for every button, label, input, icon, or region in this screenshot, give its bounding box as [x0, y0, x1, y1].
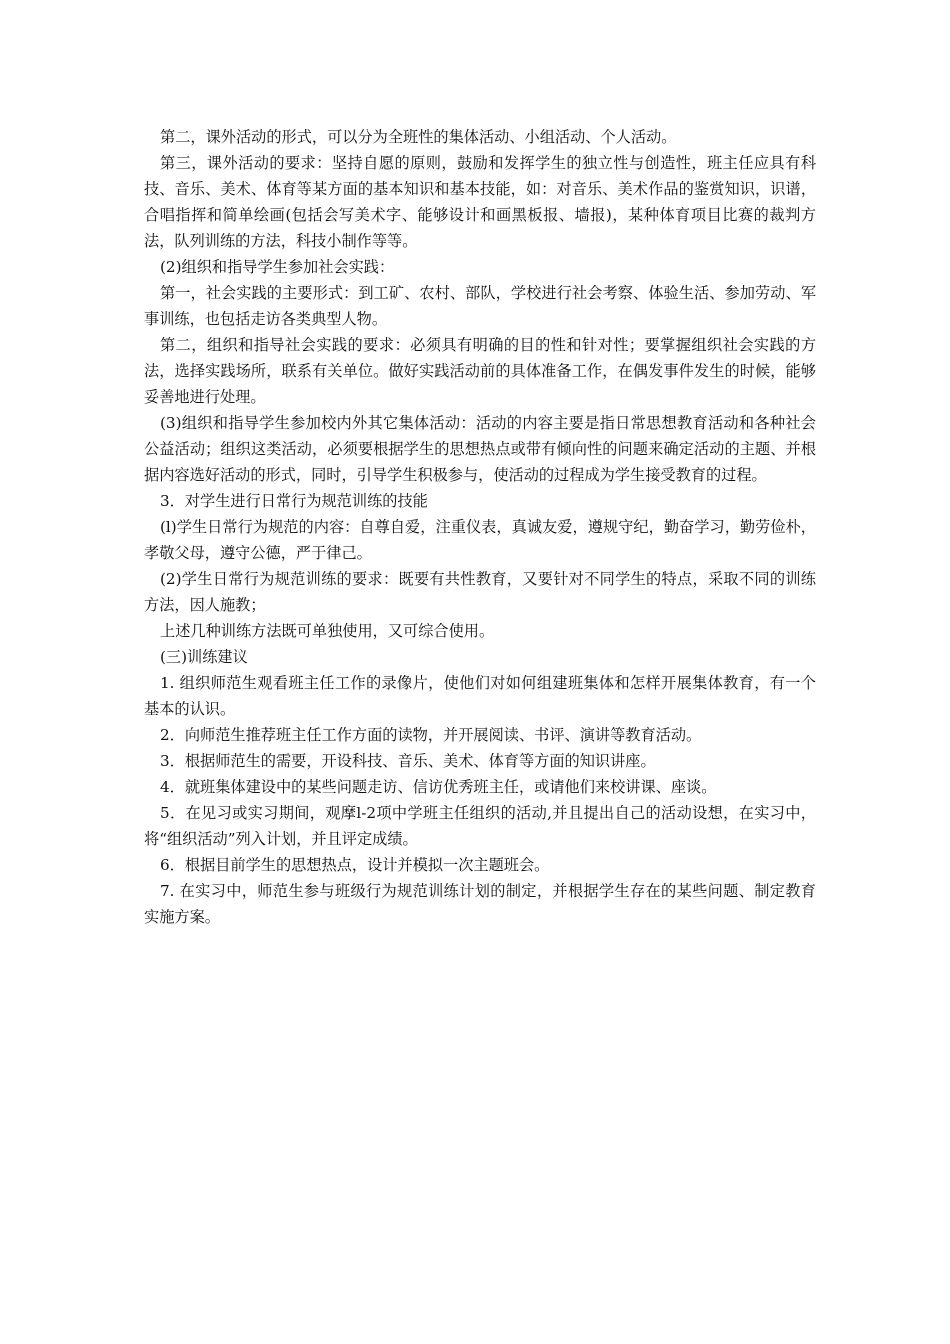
list-item-suggestion-4: 4．就班集体建设中的某些问题走访、信访优秀班主任，或请他们来校讲课、座谈。 [160, 778, 717, 796]
paragraph-training-methods: 上述几种训练方法既可单独使用，又可综合使用。 [160, 622, 495, 640]
list-item-suggestion-2: 2．向师范生推荐班主任工作方面的读物，并开展阅读、书评、演讲等教育活动。 [160, 726, 702, 744]
paragraph-activity-forms: 第二，课外活动的形式，可以分为全班性的集体活动、小组活动、个人活动。 [160, 128, 677, 146]
paragraph-training-requirements: (2)学生日常行为规范训练的要求：既要有共性教育，又要针对不同学生的特点，采取不同的训练方法，因人施教； [144, 570, 816, 614]
paragraph-social-practice-forms: 第一，社会实践的主要形式：到工矿、农村、部队，学校进行社会考察、体验生活、参加劳动、军事训练，也包括走访各类典型人物。 [144, 284, 816, 328]
list-item-suggestion-5: 5．在见习或实习期间，观摩l-2项中学班主任组织的活动,并且提出自己的活动设想，在实习中，将“组织活动”列入计划，并且评定成绩。 [144, 804, 816, 848]
list-item-suggestion-1: 1. 组织师范生观看班主任工作的录像片，使他们对如何组建班集体和怎样开展集体教育，有一个基本的认识。 [144, 674, 816, 718]
paragraph-social-practice-heading: (2)组织和指导学生参加社会实践： [160, 258, 395, 276]
document-body [144, 124, 816, 930]
paragraph-activity-requirements: 第三，课外活动的要求：坚持自愿的原则，鼓励和发挥学生的独立性与创造性，班主任应具有科技、音乐、美术、体育等某方面的基本知识和基本技能，如：对音乐、美术作品的鉴赏知识，识谱，合唱指挥和简单绘画(包括会写美术字、能够设计和画黑板报、墙报)，某种体育项目比赛的裁判方法，队列训练的方法，科技小制作等等。 [144, 154, 816, 250]
paragraph-collective-activities: (3)组织和指导学生参加校内外其它集体活动：活动的内容主要是指日常思想教育活动和各种社会公益活动；组织这类活动，必须要根据学生的思想热点或带有倾向性的问题来确定活动的主题、并根据内容选好活动的形式，同时，引导学生积极参与，使活动的过程成为学生接受教育的过程。 [144, 414, 816, 484]
paragraph-behavior-norms: (l)学生日常行为规范的内容：自尊自爱，注重仪表，真诚友爱，遵规守纪，勤奋学习，勤劳俭朴，孝敬父母，遵守公德，严于律己。 [144, 518, 816, 562]
list-item-suggestion-3: 3．根据师范生的需要，开设科技、音乐、美术、体育等方面的知识讲座。 [160, 752, 656, 770]
list-item-suggestion-6: 6．根据目前学生的思想热点，设计并模拟一次主题班会。 [160, 856, 550, 874]
list-item-suggestion-7: 7. 在实习中，师范生参与班级行为规范训练计划的制定，并根据学生存在的某些问题、制定教育实施方案。 [144, 882, 816, 926]
paragraph-social-practice-requirements: 第二，组织和指导社会实践的要求：必须具有明确的目的性和针对性；要掌握组织社会实践的方法，选择实践场所，联系有关单位。做好实践活动前的具体准备工作，在偶发事件发生的时候，能够妥善地进行处理。 [144, 336, 816, 406]
section-heading-training-suggestions: (三)训练建议 [160, 648, 248, 666]
section-heading-behavior-training: 3．对学生进行日常行为规范训练的技能 [160, 492, 428, 510]
